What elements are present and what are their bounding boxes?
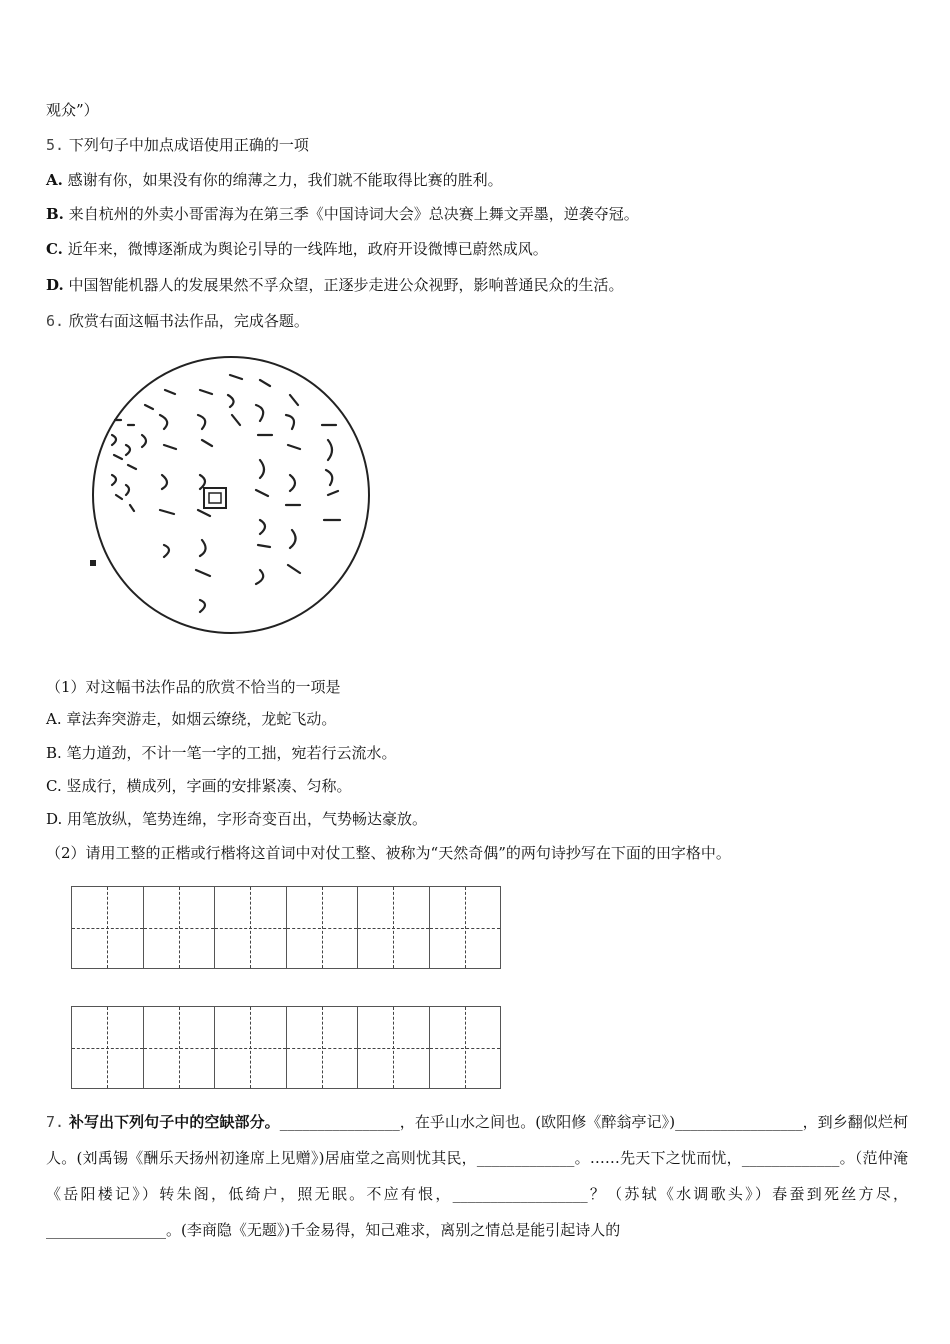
grid-cell[interactable]: [143, 1007, 215, 1088]
question-text: _，到乡翻似烂柯人。(刘禹锡《酬乐天扬州初逢席上见赠》)居庙堂之高则忧其民，: [46, 1113, 908, 1167]
q5-option-a: [46, 170, 503, 190]
option-text: 中国智能机器人的发展果然不孚众望，正逐步走进公众视野，影响普通民众的生活。: [68, 276, 624, 294]
tianzige-grid-row-2: [71, 1006, 501, 1089]
q6-option-c: C. 竖成行，横成列，字画的安排紧凑、匀称。: [46, 777, 352, 795]
fill-in-blank[interactable]: ________________: [46, 1221, 166, 1239]
question-5-stem: [46, 135, 309, 155]
question-number: 6.: [46, 312, 65, 330]
grid-cell[interactable]: [143, 887, 215, 968]
grid-cell[interactable]: [214, 1007, 286, 1088]
question-6-stem: [46, 311, 309, 331]
tianzige-grid-row-1: [71, 886, 501, 969]
grid-cell[interactable]: [286, 1007, 358, 1088]
grid-cell[interactable]: [357, 887, 429, 968]
grid-cell[interactable]: [429, 1007, 502, 1088]
question-text: 。(李商隐《无题》)千金易得，知己难求，离别之情总是能引起诗人的: [166, 1221, 621, 1239]
fill-in-blank[interactable]: _____________: [741, 1149, 840, 1167]
grid-cell[interactable]: [71, 887, 143, 968]
question-text: 。（范仲淹《岳阳楼记》）转朱阁，低绮户，照无眠。不应有恨，: [46, 1149, 908, 1203]
option-text: 近年来，微博逐渐成为舆论引导的一线阵地，政府开设微博已蔚然成风。: [67, 240, 548, 258]
q5-option-c: [46, 239, 548, 259]
question-text: 补写出下列句子中的空缺部分。: [68, 1113, 280, 1131]
grid-cell[interactable]: [214, 887, 286, 968]
question-number: 5.: [46, 136, 65, 154]
q5-option-b: [46, 204, 639, 224]
question-text: 。……先天下之忧而忧，: [574, 1149, 742, 1167]
q6-option-d: D. 用笔放纵，笔势连绵，字形奇变百出，气势畅达豪放。: [46, 810, 428, 828]
question-number: 7.: [46, 1113, 65, 1131]
question-text: 下列句子中加点成语使用正确的一项: [68, 136, 309, 154]
option-label: C.: [46, 240, 63, 258]
continuation-text: 观众”）: [46, 101, 99, 119]
grid-cell[interactable]: [357, 1007, 429, 1088]
q6-option-a: A. 章法奔突游走，如烟云缭绕，龙蛇飞动。: [46, 710, 337, 728]
question-text: ？（苏轼《水调歌头》）春蚕到死丝方尽，: [587, 1185, 908, 1203]
grid-cell[interactable]: [286, 887, 358, 968]
option-label: A.: [46, 171, 63, 189]
fill-in-blank[interactable]: ________________: [279, 1113, 400, 1131]
q6-subquestion-1: （1）对这幅书法作品的欣赏不恰当的一项是: [46, 678, 341, 696]
grid-cell[interactable]: [429, 887, 502, 968]
q5-option-d: [46, 275, 624, 295]
option-label: B.: [46, 205, 64, 223]
option-text: 感谢有你，如果没有你的绵薄之力，我们就不能取得比赛的胜利。: [67, 171, 503, 189]
option-label: D.: [46, 276, 64, 294]
calligraphy-artwork-image: [90, 345, 372, 645]
question-7: [46, 1104, 908, 1248]
question-text: ，在乎山水之间也。(欧阳修《醉翁亭记》): [399, 1113, 676, 1131]
option-text: 来自杭州的外卖小哥雷海为在第三季《中国诗词大会》总决赛上舞文弄墨，逆袭夺冠。: [68, 205, 639, 223]
q6-option-b: B. 笔力道劲，不计一笔一字的工拙，宛若行云流水。: [46, 744, 397, 762]
grid-cell[interactable]: [71, 1007, 143, 1088]
fill-in-blank[interactable]: _____________: [476, 1149, 575, 1167]
fill-in-blank[interactable]: ________________: [675, 1113, 796, 1131]
fill-in-blank[interactable]: __________________: [452, 1185, 588, 1203]
q6-subquestion-2: （2）请用工整的正楷或行楷将这首词中对仗工整、被称为“天然奇偶”的两句诗抄写在下面的田字格中。: [46, 844, 731, 862]
question-text: 欣赏右面这幅书法作品，完成各题。: [68, 312, 309, 330]
